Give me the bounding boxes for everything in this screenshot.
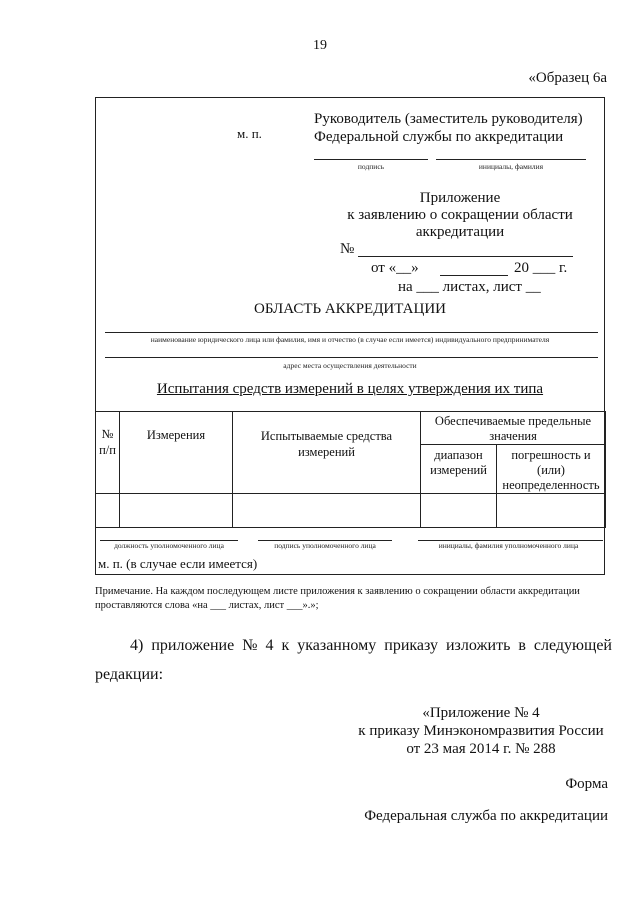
- appendix-line1: Приложение: [419, 190, 501, 206]
- note-line2: проставляются слова «на ___ листах, лист ___».»;: [95, 600, 319, 611]
- table-row: [96, 494, 606, 528]
- signature-authorized-caption: подпись уполномоченного лица: [274, 541, 376, 550]
- entity-line: [105, 332, 598, 333]
- header-range: диапазон измерений: [421, 445, 497, 494]
- table-cell[interactable]: [120, 494, 233, 528]
- table-cell[interactable]: [233, 494, 421, 528]
- table-cell[interactable]: [497, 494, 606, 528]
- header-limits: Обеспечиваемые предельные значения: [421, 412, 606, 445]
- service-name: Федеральная служба по аккредитации: [364, 808, 608, 824]
- appendix-number-label: №: [340, 241, 355, 257]
- address-caption: адрес места осуществления деятельности: [283, 361, 417, 370]
- appendix-line3: аккредитации: [415, 224, 505, 240]
- annex-line1: «Приложение № 4: [422, 705, 540, 721]
- initials-caption: инициалы, фамилия: [478, 162, 544, 171]
- initials-line: [436, 159, 586, 160]
- paragraph-line1: 4) приложение № 4 к указанному приказу изложить в следующей: [130, 637, 612, 654]
- appendix-line2: к заявлению о сокращении области: [347, 207, 573, 223]
- header-instruments: Испытываемые средства измерений: [233, 412, 421, 494]
- table-cell[interactable]: [421, 494, 497, 528]
- header-number: № п/п: [96, 412, 120, 494]
- scope-title: ОБЛАСТЬ АККРЕДИТАЦИИ: [253, 301, 447, 317]
- appendix-date-from: от «__»: [371, 260, 419, 276]
- paragraph-line2: редакции:: [95, 666, 164, 683]
- table-cell[interactable]: [96, 494, 120, 528]
- signature-caption: подпись: [357, 162, 385, 171]
- signature-line: [314, 159, 428, 160]
- note-line1: Примечание. На каждом последующем листе приложения к заявлению о сокращении области аккредитации: [95, 586, 580, 597]
- form-label: Форма: [565, 776, 608, 792]
- appendix-date-year: 20 ___ г.: [514, 260, 568, 276]
- initials-authorized-caption: инициалы, фамилия уполномоченного лица: [438, 541, 579, 550]
- header-measurements: Измерения: [120, 412, 233, 494]
- test-title: Испытания средств измерений в целях утверждения их типа: [156, 381, 544, 397]
- director-title-line2: Федеральной службы по аккредитации: [314, 129, 564, 145]
- stamp-place-footer: м. п. (в случае если имеется): [98, 556, 258, 571]
- appendix-number-line: [358, 256, 573, 257]
- header-error: погрешность и (или) неопределенность: [497, 445, 606, 494]
- position-caption: должность уполномоченного лица: [114, 541, 224, 550]
- annex-line2: к приказу Минэкономразвития России: [358, 723, 604, 739]
- page-number: 19: [313, 38, 327, 53]
- appendix-sheets: на ___ листах, лист __: [398, 279, 541, 295]
- scope-table: [95, 411, 606, 528]
- address-line: [105, 357, 598, 358]
- appendix-date-line: [440, 275, 508, 276]
- entity-caption: наименование юридического лица или фамилия, имя и отчество (в случае если имеется) индивидуального предпринимателя: [150, 335, 550, 344]
- stamp-place-label: м. п.: [237, 126, 262, 141]
- director-title-line1: Руководитель (заместитель руководителя): [314, 111, 583, 127]
- sample-label: «Образец 6а: [528, 70, 607, 86]
- annex-line3: от 23 мая 2014 г. № 288: [406, 741, 556, 757]
